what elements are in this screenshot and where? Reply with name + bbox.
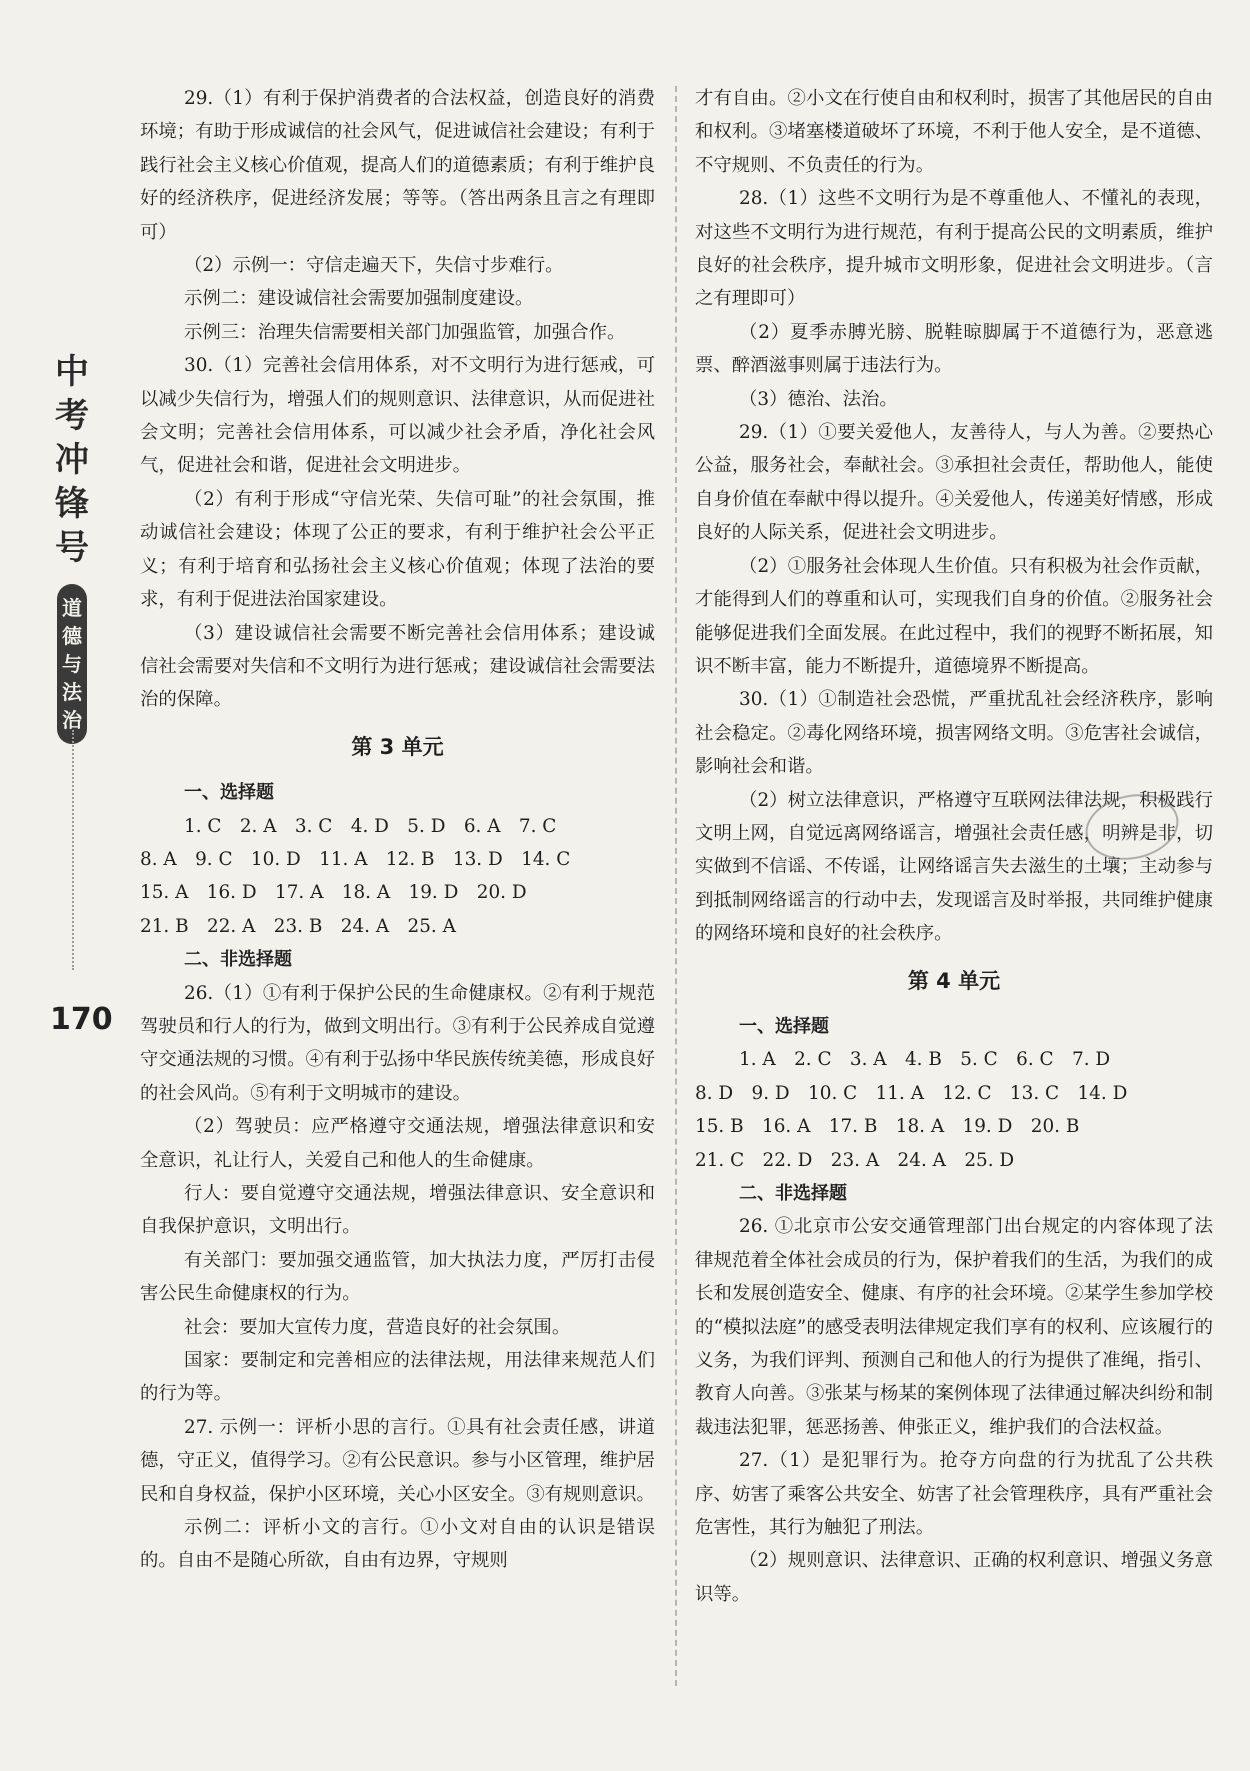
paragraph: 30.（1）①制造社会恐慌，严重扰乱社会经济秩序，影响社会稳定。②毒化网络环境，损害网络文明。③危害社会诚信，影响社会和谐。 (695, 689, 1213, 778)
paragraph: 26. ①北京市公安交通管理部门出台规定的内容体现了法律规范着全体社会成员的行为，保护着我们的生活，为我们的成长和发展创造安全、健康、有序的社会环境。②某学生参加学校的“模拟法庭”的感受表明法律规定我们享有的权利、应该履行的义务，为我们评判、预测自己和他人的行为提供了准绳，指引、教育人向善。③张某与杨某的案例体现了法律通过解决纠纷和制裁违法犯罪，惩恶扬善、伸张正义，维护我们的合法权益。 (695, 1216, 1213, 1438)
paragraph: 示例二：评析小文的言行。①小文对自由的认识是错误的。自由不是随心所欲，自由有边界，守规则 (140, 1517, 655, 1572)
answer-row: 21. B 22. A 23. B 24. A 25. A (140, 915, 456, 937)
left-column (140, 82, 655, 1578)
brand-char: 考 (55, 396, 89, 436)
answer-row: 21. C 22. D 23. A 24. A 25. D (695, 1149, 1015, 1171)
paragraph: （3）德治、法治。 (739, 388, 898, 410)
paragraph: （3）建设诚信社会需要不断完善社会信用体系；建设诚信社会需要对失信和不文明行为进行惩戒；建设诚信社会需要法治的保障。 (140, 622, 655, 711)
unit3-nonchoice-heading: 二、非选择题 (184, 949, 292, 971)
unit3-choice-heading: 一、选择题 (184, 782, 274, 804)
subject-char: 治 (62, 708, 82, 732)
paragraph: 30.（1）完善社会信用体系，对不文明行为进行惩戒，可以减少失信行为，增强人们的规则意识、法律意识，从而促进社会文明；完善社会信用体系，可以减少社会矛盾，净化社会风气，促进社会和谐，促进社会文明进步。 (140, 355, 655, 477)
paragraph: （2）有利于形成“守信光荣、失信可耻”的社会氛围，推动诚信社会建设；体现了公正的要求，有利于维护社会公平正义；有利于培育和弘扬社会主义核心价值观；体现了法治的要求，有利于促进法治国家建设。 (140, 488, 655, 611)
paragraph: 28.（1）这些不文明行为是不尊重他人、不懂礼的表现，对这些不文明行为进行规范，有利于提高公民的文明素质，维护良好的社会秩序，提升城市文明形象，促进社会文明进步。（言之有理即可） (695, 188, 1213, 310)
paragraph: 26.（1）①有利于保护公民的生命健康权。②有利于规范驾驶员和行人的行为，做到文明出行。③有利于公民养成自觉遵守交通法规的习惯。④有利于弘扬中华民族传统美德，形成良好的社会风尚。⑤有利于文明城市的建设。 (140, 982, 655, 1104)
paragraph: 才有自由。②小文在行使自由和权利时，损害了其他居民的自由和权利。③堵塞楼道破坏了环境，不利于他人安全，是不道德、不守规则、不负责任的行为。 (695, 88, 1213, 176)
column-divider (675, 86, 677, 1686)
answer-row: 15. A 16. D 17. A 18. A 19. D 20. D (140, 882, 527, 904)
unit4-title: 第 4 单元 (907, 968, 1001, 993)
paragraph: 27. 示例一：评析小思的言行。①具有社会责任感，讲道德，守正义，值得学习。②有公民意识。参与小区管理，维护居民和自身权益，保护小区环境，关心小区安全。③有规则意识。 (140, 1416, 655, 1505)
paragraph: 29.（1）①要关爱他人，友善待人，与人为善。②要热心公益，服务社会，奉献社会。③承担社会责任，帮助他人，能使自身价值在奉献中得以提升。④关爱他人，传递美好情感，形成良好的人际关系，促进社会文明进步。 (695, 422, 1213, 544)
paragraph: （2）夏季赤膊光膀、脱鞋晾脚属于不道德行为，恶意逃票、醉酒滋事则属于违法行为。 (695, 321, 1213, 377)
brand-char: 冲 (55, 440, 89, 480)
subject-char: 与 (62, 652, 82, 676)
subject-char: 德 (62, 624, 82, 648)
paragraph: （2）驾驶员：应严格遵守交通法规，增强法律意识和安全意识，礼让行人，关爱自己和他人的生命健康。 (140, 1116, 655, 1171)
paragraph: （2）①服务社会体现人生价值。只有积极为社会作贡献，才能得到人们的尊重和认可，实现我们自身的价值。②服务社会能够促进我们全面发展。在此过程中，我们的视野不断拓展，知识不断丰富，能力不断提升，道德境界不断提高。 (695, 555, 1213, 677)
paragraph: 有关部门：要加强交通监管，加大执法力度，严厉打击侵害公民生命健康权的行为。 (140, 1249, 655, 1305)
brand-char: 锋 (55, 484, 89, 524)
sidebar-dotted-line (72, 730, 74, 970)
answer-row: 1. A 2. C 3. A 4. B 5. C 6. C 7. D (739, 1049, 1111, 1071)
subject-char: 道 (62, 596, 82, 620)
book-brand (52, 350, 92, 570)
paragraph: （2）示例一：守信走遍天下，失信寸步难行。 (184, 255, 564, 277)
paragraph: 示例二：建设诚信社会需要加强制度建设。 (184, 288, 534, 310)
answer-row: 8. A 9. C 10. D 11. A 12. B 13. D 14. C (140, 848, 571, 870)
paragraph: 社会：要加大宣传力度，营造良好的社会氛围。 (184, 1316, 571, 1338)
unit4-nonchoice-heading: 二、非选择题 (739, 1183, 847, 1204)
paragraph: （2）树立法律意识，严格遵守互联网法律法规，积极践行文明上网，自觉远离网络谣言，增强社会责任感，明辨是非，切实做到不信谣、不传谣，让网络谣言失去滋生的土壤；主动参与到抵制网络谣言的行动中去，发现谣言及时举报，共同维护健康的网络环境和良好的社会秩序。 (695, 789, 1213, 945)
paragraph: 行人：要自觉遵守交通法规，增强法律意识、安全意识和自我保护意识，文明出行。 (140, 1183, 655, 1238)
paragraph: 27.（1）是犯罪行为。抢夺方向盘的行为扰乱了公共秩序、妨害了乘客公共安全、妨害了社会管理秩序，具有严重社会危害性，其行为触犯了刑法。 (695, 1450, 1213, 1539)
answer-row: 1. C 2. A 3. C 4. D 5. D 6. A 7. C (184, 815, 557, 837)
paragraph: 国家：要制定和完善相应的法律法规，用法律来规范人们的行为等。 (140, 1350, 655, 1405)
sidebar (52, 350, 92, 744)
paragraph: （2）规则意识、法律意识、正确的权利意识、增强义务意识等。 (695, 1550, 1213, 1605)
brand-char: 号 (55, 528, 89, 568)
unit4-choice-heading: 一、选择题 (739, 1015, 829, 1037)
paragraph: 29.（1）有利于保护消费者的合法权益，创造良好的消费环境；有助于形成诚信的社会风气，促进诚信社会建设；有利于践行社会主义核心价值观，提高人们的道德素质；有利于维护良好的经济秩序，促进经济发展；等等。（答出两条且言之有理即可） (140, 88, 655, 243)
subject-char: 法 (62, 680, 82, 704)
page-number: 170 (50, 1002, 113, 1037)
brand-char: 中 (55, 352, 89, 392)
answer-row: 8. D 9. D 10. C 11. A 12. C 13. C 14. D (695, 1082, 1128, 1104)
subject-badge (57, 584, 87, 744)
answer-row: 15. B 16. A 17. B 18. A 19. D 20. B (695, 1116, 1080, 1138)
paragraph: 示例三：治理失信需要相关部门加强监管，加强合作。 (184, 321, 626, 343)
unit3-title: 第 3 单元 (351, 734, 444, 759)
